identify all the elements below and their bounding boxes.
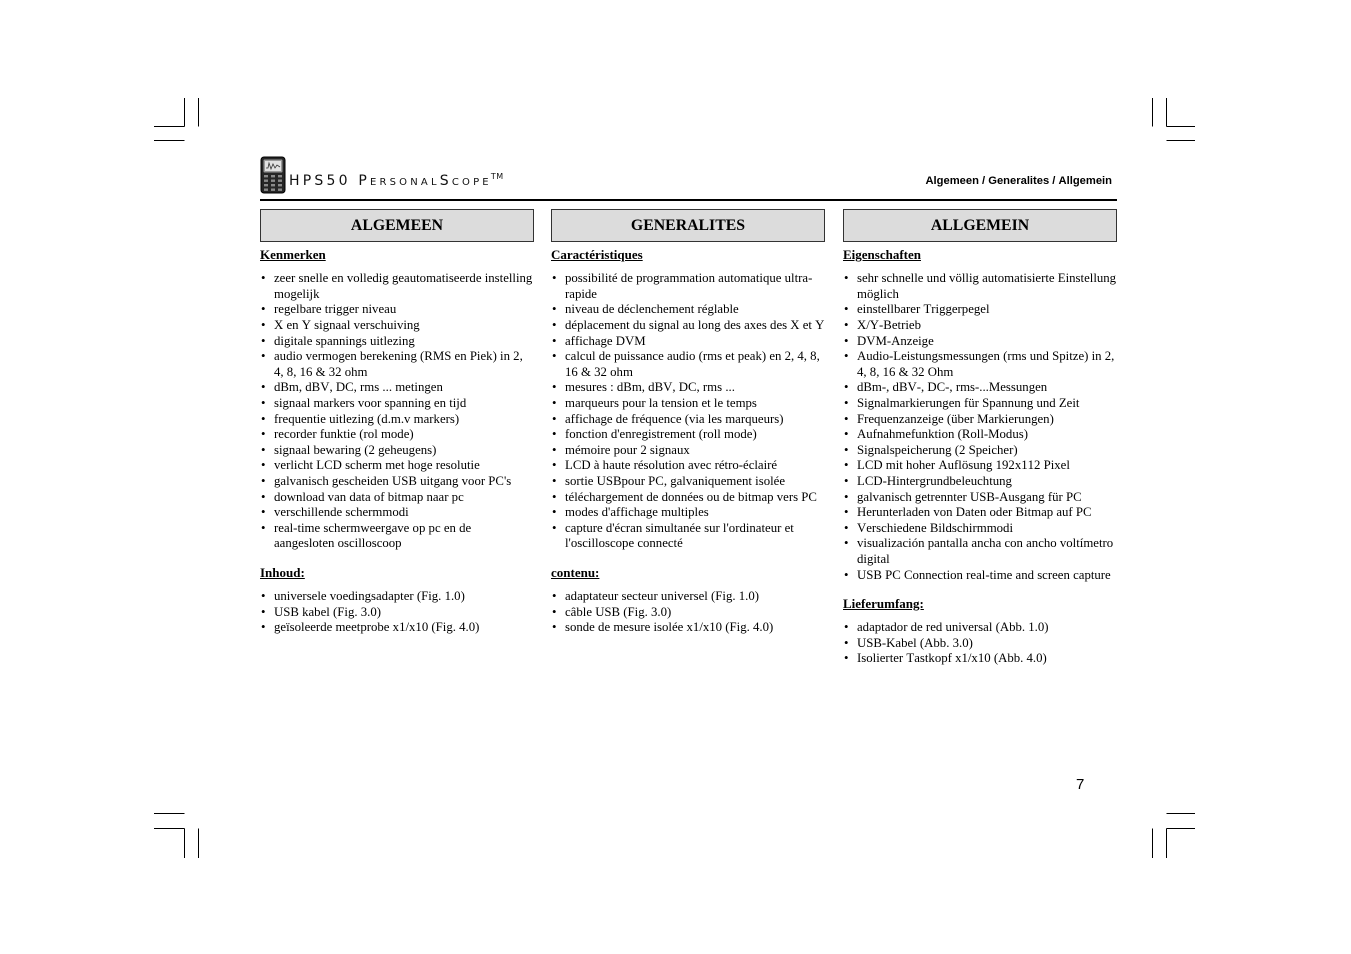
list-item: • signaal markers voor spanning en tijd <box>260 396 534 412</box>
list-item: • sehr schnelle und völlig automatisierte Einstellung möglich <box>843 271 1117 302</box>
page-number: 7 <box>1076 776 1085 793</box>
section-heading: Inhoud: <box>260 564 305 580</box>
list-item: • déplacement du signal au long des axes des X et Y <box>551 318 825 334</box>
list-item: • Audio-Leistungsmessungen (rms und Spitze) in 2, 4, 8, 16 & 32 Ohm <box>843 349 1117 380</box>
list-item: • digitale spannings uitlezing <box>260 334 534 350</box>
list-item: • mesures : dBm, dBV, DC, rms ... <box>551 380 825 396</box>
product-title <box>289 172 504 190</box>
list-item: • USB PC Connection real-time and screen capture <box>843 568 1117 584</box>
list-item: • X en Y signaal verschuiving <box>260 318 534 334</box>
column-sections <box>843 247 1117 667</box>
column-title: GENERALITES <box>551 209 825 242</box>
bullet-list <box>843 620 1117 667</box>
list-item: • galvanisch gescheiden USB uitgang voor PC's <box>260 474 534 490</box>
column-sections <box>260 247 534 635</box>
column-sections <box>551 247 825 635</box>
header-divider <box>260 199 1117 201</box>
bullet-list <box>260 271 534 552</box>
list-item: • Signalmarkierungen für Spannung und Zeit <box>843 396 1117 412</box>
list-item: • USB-Kabel (Abb. 3.0) <box>843 636 1117 652</box>
column-german <box>843 209 1117 680</box>
section-label: Algemeen / Generalites / Allgemein <box>925 175 1112 187</box>
list-item: • mémoire pour 2 signaux <box>551 443 825 459</box>
bullet-list <box>551 271 825 552</box>
section-heading: contenu: <box>551 564 600 580</box>
list-item: • affichage DVM <box>551 334 825 350</box>
list-item: • adaptador de red universal (Abb. 1.0) <box>843 620 1117 636</box>
list-item: • modes d'affichage multiples <box>551 505 825 521</box>
section-heading: Eigenschaften <box>843 247 921 263</box>
list-item: • galvanisch getrennter USB-Ausgang für PC <box>843 490 1117 506</box>
bullet-list <box>551 589 825 636</box>
list-item: • téléchargement de données ou de bitmap vers PC <box>551 490 825 506</box>
list-item: • Aufnahmefunktion (Roll-Modus) <box>843 427 1117 443</box>
list-item: • adaptateur secteur universel (Fig. 1.0) <box>551 589 825 605</box>
list-item: • marqueurs pour la tension et le temps <box>551 396 825 412</box>
list-item: • dBm-, dBV-, DC-, rms-...Messungen <box>843 380 1117 396</box>
list-item: • regelbare trigger niveau <box>260 302 534 318</box>
section-heading: Caractéristiques <box>551 247 643 263</box>
list-item: • LCD à haute résolution avec rétro-éclairé <box>551 458 825 474</box>
list-item: • verschillende schermmodi <box>260 505 534 521</box>
product-title-text: HPS50 PersonalScope <box>289 173 492 189</box>
list-item: • signaal bewaring (2 geheugens) <box>260 443 534 459</box>
list-item: • sortie USBpour PC, galvaniquement isolée <box>551 474 825 490</box>
oscilloscope-icon <box>260 156 286 194</box>
list-item: • USB kabel (Fig. 3.0) <box>260 605 534 621</box>
list-item: • frequentie uitlezing (d.m.v markers) <box>260 412 534 428</box>
list-item: • Isolierter Tastkopf x1/x10 (Abb. 4.0) <box>843 651 1117 667</box>
column-dutch <box>260 209 534 649</box>
section-heading: Lieferumfang: <box>843 596 924 612</box>
list-item: • LCD mit hoher Auflösung 192x112 Pixel <box>843 458 1117 474</box>
list-item: • Herunterladen von Daten oder Bitmap auf PC <box>843 505 1117 521</box>
list-item: • affichage de fréquence (via les marqueurs) <box>551 412 825 428</box>
list-item: • niveau de déclenchement réglable <box>551 302 825 318</box>
list-item: • X/Y-Betrieb <box>843 318 1117 334</box>
list-item: • Verschiedene Bildschirmmodi <box>843 521 1117 537</box>
list-item: • LCD-Hintergrundbeleuchtung <box>843 474 1117 490</box>
list-item: • universele voedingsadapter (Fig. 1.0) <box>260 589 534 605</box>
list-item: • einstellbarer Triggerpegel <box>843 302 1117 318</box>
list-item: • zeer snelle en volledig geautomatiseerde instelling mogelijk <box>260 271 534 302</box>
list-item: • fonction d'enregistrement (roll mode) <box>551 427 825 443</box>
list-item: • câble USB (Fig. 3.0) <box>551 605 825 621</box>
list-item: • calcul de puissance audio (rms et peak) en 2, 4, 8, 16 & 32 ohm <box>551 349 825 380</box>
list-item: • Frequenzanzeige (über Markierungen) <box>843 412 1117 428</box>
list-item: • possibilité de programmation automatique ultra-rapide <box>551 271 825 302</box>
list-item: • visualización pantalla ancha con ancho voltímetro digital <box>843 536 1117 567</box>
list-item: • real-time schermweergave op pc en de aangesloten oscilloscoop <box>260 521 534 552</box>
list-item: • download van data of bitmap naar pc <box>260 490 534 506</box>
column-title: ALLGEMEIN <box>843 209 1117 242</box>
list-item: • geïsoleerde meetprobe x1/x10 (Fig. 4.0) <box>260 620 534 636</box>
list-item: • verlicht LCD scherm met hoge resolutie <box>260 458 534 474</box>
list-item: • dBm, dBV, DC, rms ... metingen <box>260 380 534 396</box>
list-item: • sonde de mesure isolée x1/x10 (Fig. 4.0) <box>551 620 825 636</box>
section-heading: Kenmerken <box>260 247 326 263</box>
list-item: • DVM-Anzeige <box>843 334 1117 350</box>
column-french <box>551 209 825 649</box>
bullet-list <box>843 271 1117 583</box>
list-item: • recorder funktie (rol mode) <box>260 427 534 443</box>
trademark-symbol: TM <box>490 172 504 181</box>
list-item: • Signalspeicherung (2 Speicher) <box>843 443 1117 459</box>
list-item: • audio vermogen berekening (RMS en Piek) in 2, 4, 8, 16 & 32 ohm <box>260 349 534 380</box>
list-item: • capture d'écran simultanée sur l'ordinateur et l'oscilloscope connecté <box>551 521 825 552</box>
bullet-list <box>260 589 534 636</box>
column-title: ALGEMEEN <box>260 209 534 242</box>
